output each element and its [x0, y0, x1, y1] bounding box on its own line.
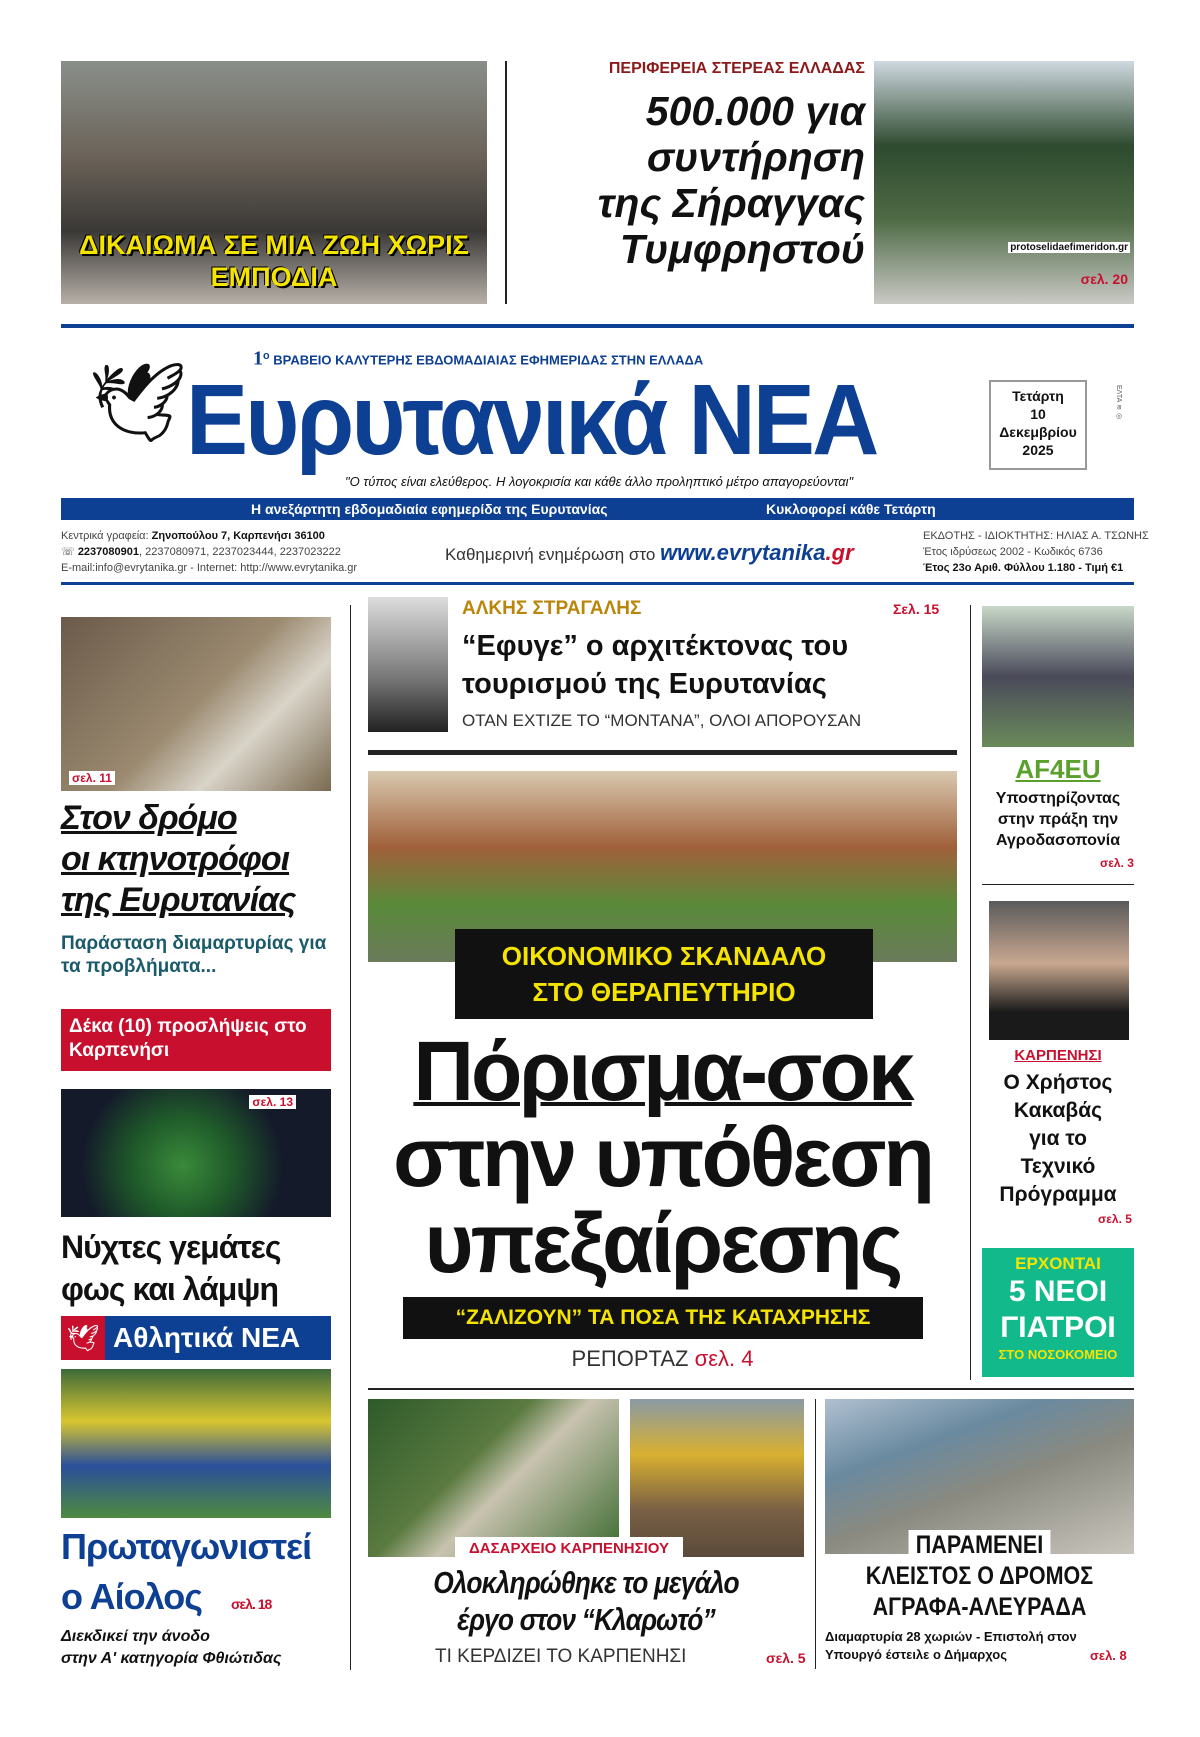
sports-headline — [61, 1522, 311, 1629]
protest-photo — [61, 61, 487, 304]
line: ΓΙΑΤΡΟΙ — [1000, 1311, 1116, 1344]
farmers-photo — [61, 617, 331, 791]
line: “Εφυγε” ο αρχιτέκτονας του — [462, 630, 849, 662]
line: ΣΤΟ ΝΟΣΟΚΟΜΕΙΟ — [998, 1347, 1118, 1362]
website-link[interactable] — [660, 540, 854, 565]
forestry-headline — [368, 1564, 803, 1638]
sports-sub — [61, 1626, 281, 1670]
line: Υπουργό έστειλε ο Δήμαρχος — [825, 1647, 1008, 1662]
watermark: protoselidaefimeridon.gr — [1010, 242, 1128, 253]
line: 5 ΝΕΟΙ — [1008, 1275, 1108, 1308]
founded: Έτος ιδρύσεως 2002 - Κωδικός 6736 — [923, 546, 1103, 558]
line: υπεξαίρεσης — [424, 1196, 901, 1290]
line: Στον δρόμο — [61, 799, 237, 837]
award-text: ΒΡΑΒΕΙΟ ΚΑΛΥΤΕΡΗΣ ΕΒΔΟΜΑΔΙΑΙΑΣ ΕΦΗΜΕΡΙΔΑΣ ΣΤΗΝ ΕΛΛΑΔΑ — [273, 352, 704, 368]
contact-info: Κεντρικά γραφεία: Ζηνοπούλου 7, Καρπενήσι 36100 ☏ 2237080901, 2237080971, 2237023444, 2237023222 E-mail:info@evrytanika.gr - Internet: http://www.evrytanika.gr — [61, 530, 358, 574]
road-sub — [825, 1628, 1077, 1664]
dove-icon: 🕊 — [61, 1316, 105, 1360]
page-ref: σελ. 8 — [1090, 1648, 1127, 1663]
obit-sub: ΟΤΑΝ ΕΧΤΙΖΕ ΤΟ “ΜΟΝΤΑΝΑ”, ΟΛΟΙ ΑΠΟΡΟΥΣΑΝ — [462, 711, 862, 730]
obit-headline — [462, 627, 848, 703]
doctors-box — [982, 1248, 1134, 1377]
line: της Σήραγγας — [597, 180, 865, 226]
line: ΚΛΕΙΣΤΟΣ Ο ΔΡΟΜΟΣ — [865, 1562, 1094, 1590]
award-sup: ο — [263, 350, 270, 362]
forest-photo — [368, 1399, 619, 1557]
publisher: ΕΚΔΟΤΗΣ - ΙΔΙΟΚΤΗΤΗΣ: ΗΛΙΑΣ Α. ΤΣΩΝΗΣ — [923, 530, 1149, 542]
line: για το — [1029, 1127, 1087, 1150]
site-b: .gr — [825, 540, 854, 565]
page-ref: σελ. 4 — [694, 1346, 754, 1371]
hq-label: Κεντρικά γραφεία: — [61, 530, 149, 542]
af4eu-kicker: AF4EU — [1015, 754, 1101, 784]
page-ref: Σελ. 15 — [893, 601, 940, 617]
line: Ολοκληρώθηκε το μεγάλο — [433, 1565, 739, 1600]
phones: , 2237080971, 2237023444, 2237023222 — [139, 546, 341, 558]
top-right-headline — [520, 88, 865, 272]
bar-right: Κυκλοφορεί κάθε Τετάρτη — [766, 501, 936, 517]
line: ΠΑΡΑΜΕΝΕΙ — [909, 1530, 1050, 1561]
obit-kicker: ΑΛΚΗΣ ΣΤΡΑΓΑΛΗΣ — [462, 598, 642, 619]
line: Κακαβάς — [1013, 1099, 1103, 1122]
kakavas-photo — [989, 901, 1129, 1040]
elta-text: ΕΛΤΑ — [1115, 385, 1122, 403]
line: ΣΤΟ ΘΕΡΑΠΕΥΤΗΡΙΟ — [532, 977, 796, 1007]
dove-logo-icon: 🕊 — [88, 358, 188, 446]
line: στην Α' κατηγορία Φθιώτιδας — [61, 1650, 282, 1667]
publisher-info — [923, 528, 1149, 576]
farmers-sub: Παράσταση διαμαρτυρίας για τα προβλήματα... — [61, 933, 327, 977]
kakavas-text — [982, 1069, 1134, 1209]
date-box — [989, 380, 1087, 470]
line: Αγροδασοπονία — [995, 832, 1121, 849]
farmers-headline — [61, 798, 295, 921]
page-ref: σελ. 5 — [766, 1650, 806, 1666]
site-a: www.evrytanika — [660, 540, 826, 565]
line: στην υπόθεση — [393, 1110, 932, 1204]
newspaper-title: Ευρυτανικά ΝΕΑ — [186, 364, 877, 476]
line: Διεκδικεί την άνοδο — [61, 1628, 210, 1645]
team-photo — [61, 1369, 331, 1518]
line: Υποστηρίζοντας — [995, 790, 1121, 807]
line: συντήρηση — [646, 134, 865, 180]
motto: "Ο τύπος είναι ελεύθερος. Η λογοκρισία και κάθε άλλο προληπτικό μέτρο απαγορεύονται" — [345, 474, 854, 489]
report-label: ΡΕΠΟΡΤΑΖ — [571, 1346, 689, 1371]
award-num: 1 — [253, 347, 263, 370]
line: φως και λάμψη — [61, 1271, 278, 1307]
website-promo — [445, 540, 854, 566]
top-right-kicker: ΠΕΡΙΦΕΡΕΙΑ ΣΤΕΡΕΑΣ ΕΛΛΑΔΑΣ — [608, 60, 865, 77]
page-ref: σελ. 18 — [230, 1596, 272, 1612]
line: ΑΓΡΑΦΑ-ΑΛΕΥΡΑΔΑ — [872, 1593, 1087, 1621]
elta-logo-icon: ΕΛΤΑ ≋ ◎ — [1115, 385, 1122, 421]
date-year: 2025 — [1022, 442, 1054, 458]
line: Πρόγραμμα — [999, 1183, 1117, 1206]
christmas-tree-photo — [61, 1089, 331, 1217]
daily-text: Καθημερινή ενημέρωση στο — [445, 545, 656, 564]
issue: Έτος 23ο Αριθ. Φύλλου 1.180 - Τιμή €1 — [923, 562, 1124, 574]
page-ref: σελ. 20 — [1080, 271, 1128, 287]
line: της Ευρυτανίας — [61, 881, 296, 919]
christmas-headline — [61, 1226, 281, 1310]
page-ref: σελ. 3 — [1100, 856, 1134, 870]
line: ΟΙΚΟΝΟΜΙΚΟ ΣΚΑΝΔΑΛΟ — [501, 941, 827, 971]
date-month: Δεκεμβρίου — [999, 424, 1077, 440]
blue-bar — [61, 498, 1134, 520]
line: στην πράξη την — [997, 811, 1119, 828]
line: 500.000 για — [645, 88, 865, 134]
line: Τυμφρηστού — [619, 226, 865, 272]
line: οι κτηνοτρόφοι — [61, 840, 290, 878]
portrait-photo — [368, 597, 448, 732]
af4eu-text — [982, 788, 1134, 851]
line: ΕΡΧΟΝΤΑΙ — [1015, 1254, 1101, 1273]
line: Διαμαρτυρία 28 χωριών - Επιστολή στον — [825, 1629, 1077, 1644]
main-headline — [368, 1024, 957, 1290]
karpenisi-kicker: ΚΑΡΠΕΝΗΣΙ — [1014, 1047, 1102, 1064]
forestry-sub: ΤΙ ΚΕΡΔΙΖΕΙ ΤΟ ΚΑΡΠΕΝΗΣΙ — [435, 1646, 687, 1667]
phone-main: 2237080901 — [77, 546, 139, 558]
line: έργο στον “Κλαρωτό” — [457, 1602, 715, 1637]
hires-box: Δέκα (10) προσλήψεις στο Καρπενήσι — [61, 1009, 331, 1071]
tunnel-photo — [874, 61, 1134, 304]
email: E-mail:info@evrytanika.gr - Internet: http://www.evrytanika.gr — [61, 562, 358, 574]
excavator-photo — [630, 1399, 804, 1557]
page-ref: σελ. 11 — [69, 771, 115, 785]
date-num: 10 — [1030, 406, 1046, 422]
forestry-kicker: ΔΑΣΑΡΧΕΙΟ ΚΑΡΠΕΝΗΣΙΟΥ — [455, 1537, 683, 1561]
sports-title: Αθλητικά ΝΕΑ — [113, 1322, 301, 1353]
main-strap: “ΖΑΛΙΖΟΥΝ” ΤΑ ΠΟΣΑ ΤΗΣ ΚΑΤΑΧΡΗΣΗΣ — [403, 1297, 923, 1339]
af4eu-group-photo — [982, 606, 1134, 747]
line: τουρισμού της Ευρυτανίας — [462, 668, 827, 700]
line: Νύχτες γεμάτες — [61, 1229, 281, 1265]
road-headline — [825, 1530, 1134, 1623]
line: Ο Χρήστος — [1003, 1071, 1113, 1094]
line: ο Αίολος — [61, 1576, 202, 1617]
date-day: Τετάρτη — [1012, 388, 1064, 404]
line: Πρωταγωνιστεί — [61, 1526, 312, 1567]
page-ref: σελ. 5 — [1098, 1212, 1132, 1226]
sports-banner — [61, 1316, 331, 1360]
page-ref: σελ. 13 — [249, 1095, 296, 1109]
scandal-banner — [455, 929, 873, 1019]
line: Τεχνικό — [1020, 1155, 1096, 1178]
report-line — [368, 1345, 957, 1373]
bar-left: Η ανεξάρτητη εβδομαδιαία εφημερίδα της Ευρυτανίας — [251, 501, 608, 517]
hq: Ζηνοπούλου 7, Καρπενήσι 36100 — [151, 530, 325, 542]
top-left-headline: ΔΙΚΑΙΩΜΑ ΣΕ ΜΙΑ ΖΩΗ ΧΩΡΙΣ ΕΜΠΟΔΙΑ — [79, 230, 469, 292]
line: Πόρισμα-σοκ — [413, 1024, 912, 1118]
